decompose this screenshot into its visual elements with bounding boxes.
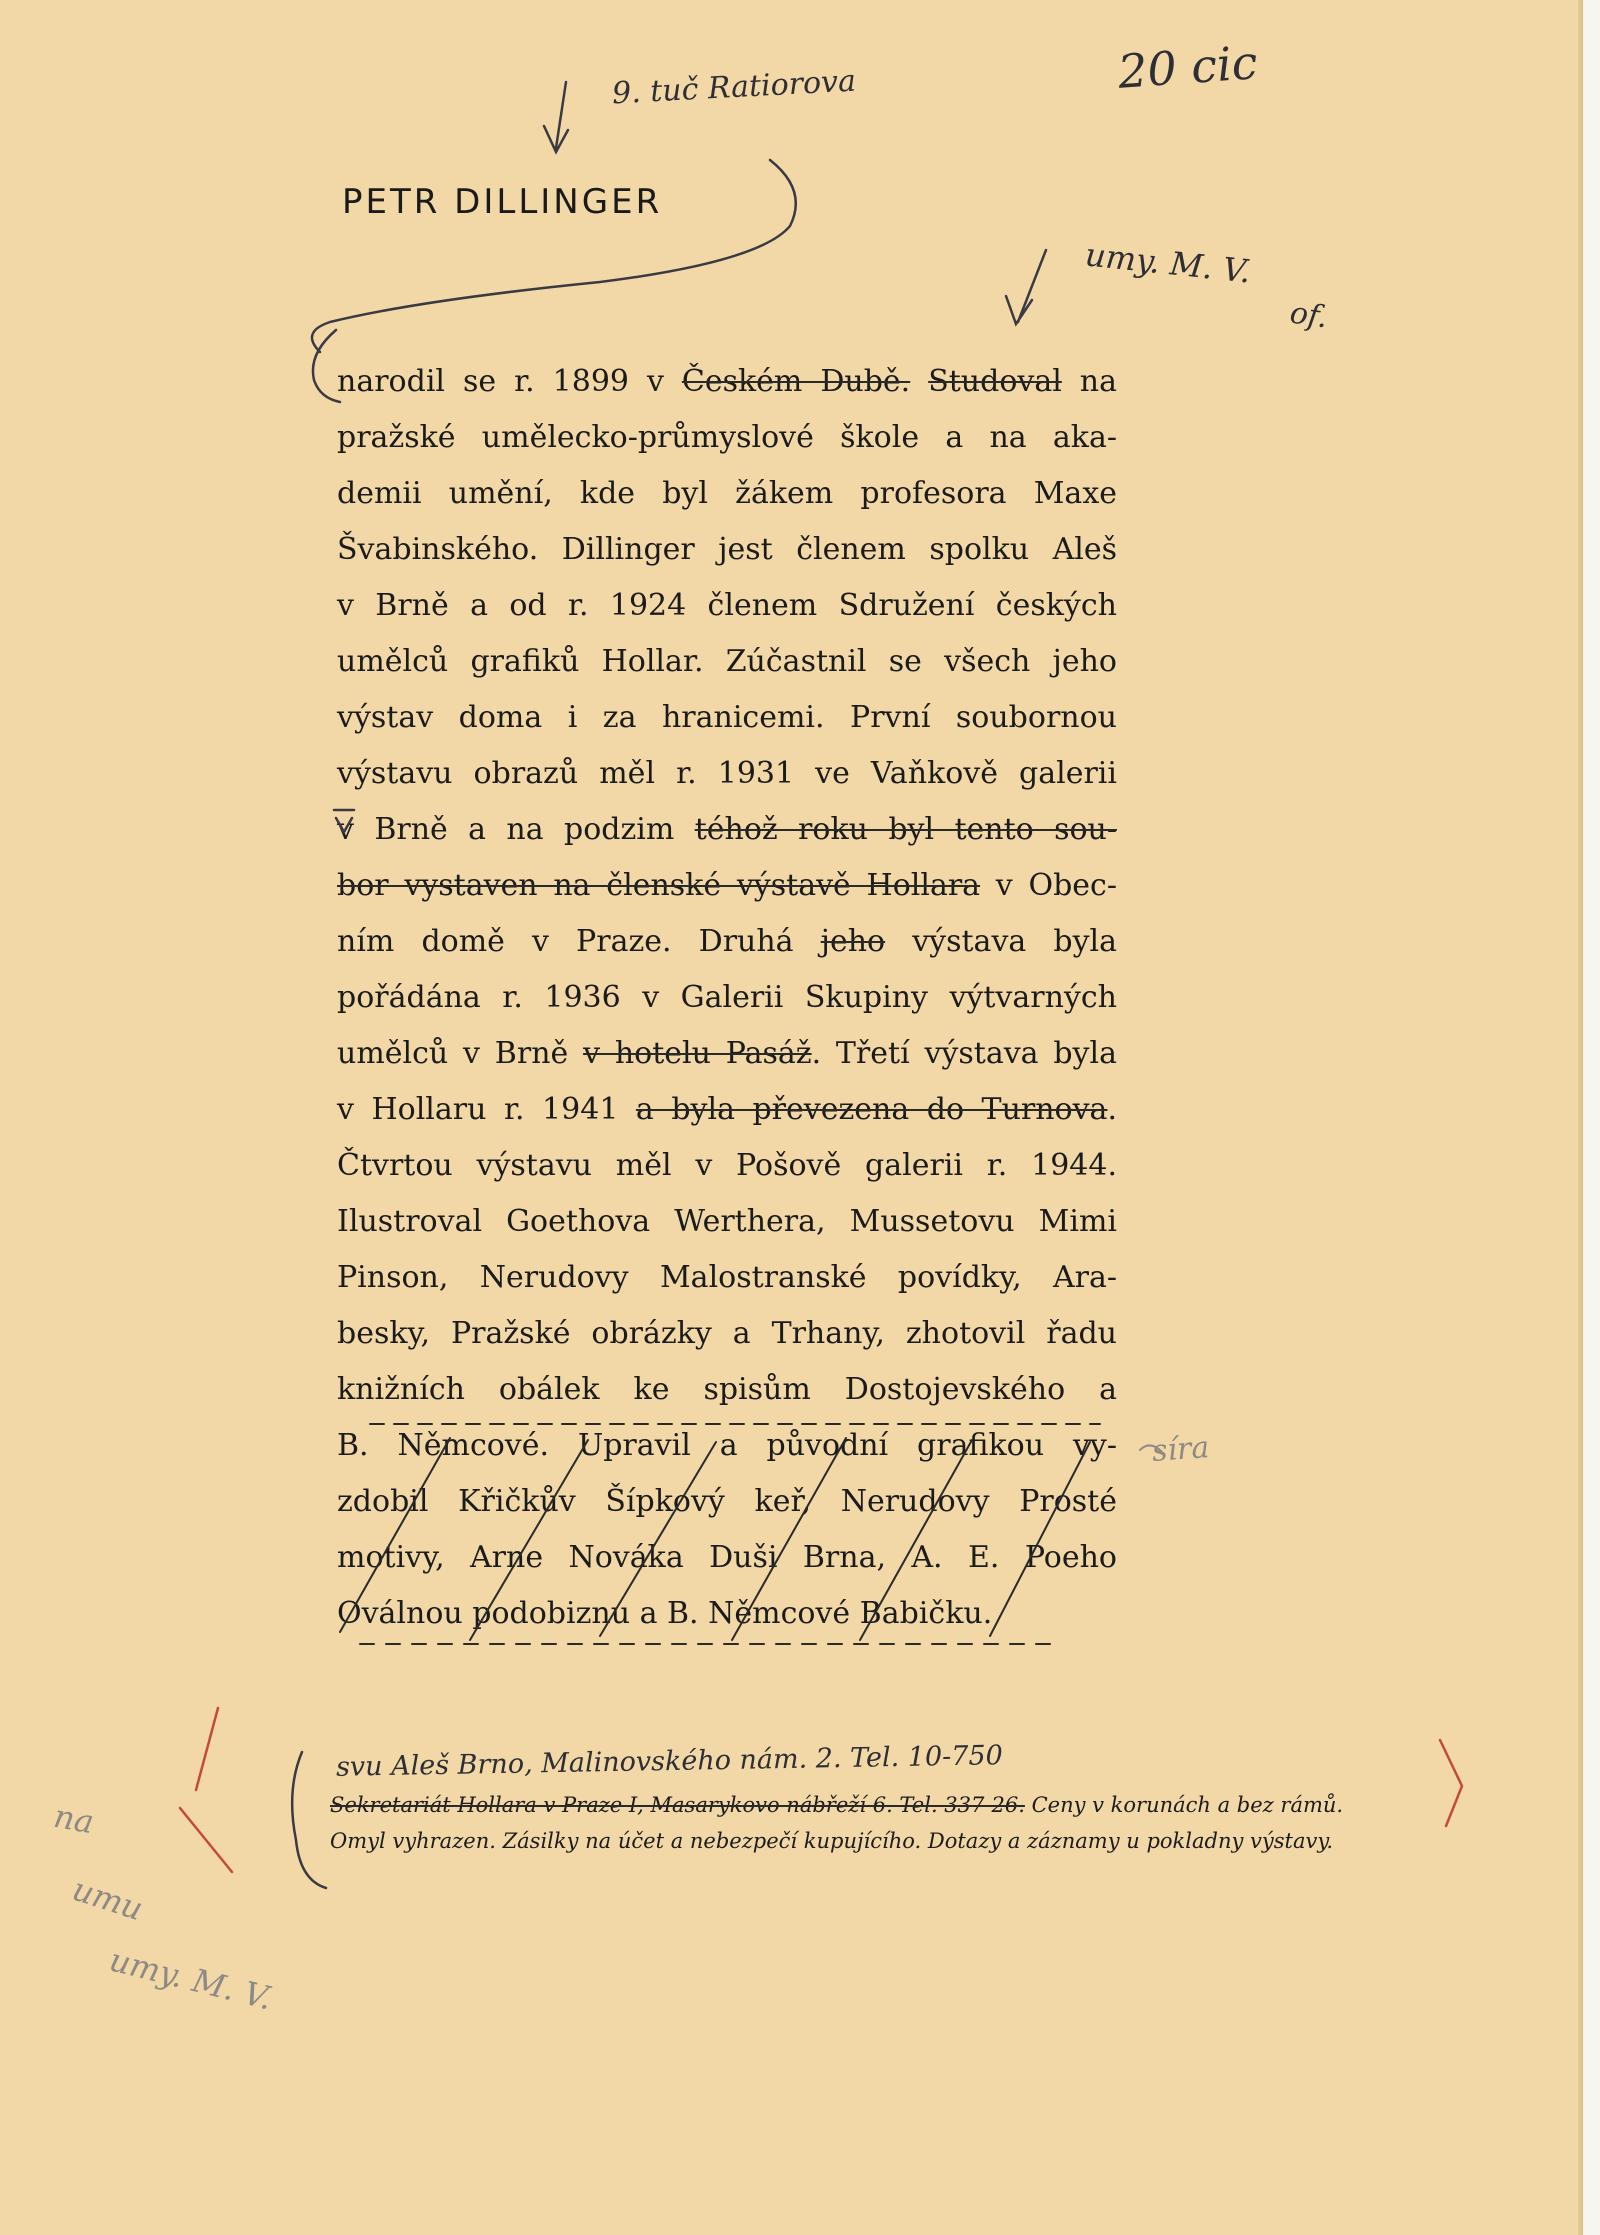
address-bracket-mark <box>292 1752 326 1888</box>
text-segment: Oválnou podobiznu a B. Němcové Babičku. <box>337 1596 993 1631</box>
text-segment: pořádána r. 1936 v Galerii Skupiny výtvarných <box>337 980 1117 1015</box>
text-segment: . <box>1107 1092 1117 1127</box>
gray-pencil-marks <box>1140 1445 1162 1452</box>
struck-address: Sekretariát Hollara v Praze I, Masarykovo nábřeží 6. Tel. 337-26. <box>330 1793 1025 1817</box>
footer-disclaimer: Omyl vyhrazen. Zásilky na účet a nebezpečí kupujícího. Dotazy a záznamy u pokladny výstavy. <box>330 1829 1334 1853</box>
scanner-margin <box>1583 0 1600 2235</box>
text-segment: . Třetí výstava byla <box>811 1036 1117 1071</box>
text-segment: Švabinského. Dillinger jest členem spolku Aleš <box>337 532 1117 567</box>
text-segment: výstav doma i za hranicemi. První soubornou <box>337 700 1117 735</box>
text-segment: v Obec- <box>980 868 1117 903</box>
handwritten-left-note-1: na <box>51 1796 97 1842</box>
text-segment: ním domě v Praze. Druhá <box>337 924 821 959</box>
struck-text: a byla převezena do Turnova <box>635 1092 1108 1127</box>
down-arrow-mark <box>544 82 568 152</box>
text-segment: Ilustroval Goethova Werthera, Mussetovu Mimi <box>337 1204 1117 1239</box>
right-down-arrow-mark <box>1006 250 1046 324</box>
handwritten-left-note-2: umu <box>67 1869 148 1929</box>
red-pencil-marks <box>180 1708 1462 1872</box>
text-segment: Čtvrtou výstavu měl v Pošově galerii r. 1944. <box>337 1148 1117 1183</box>
struck-text: v hotelu Pasáž <box>583 1036 812 1071</box>
title-bracket-mark <box>312 160 796 352</box>
text-segment: motivy, Arne Nováka Duši Brna, A. E. Poeho <box>337 1540 1117 1575</box>
text-segment: B. Němcové. Upravil a původní grafikou vy- <box>337 1428 1117 1463</box>
text-segment: narodil se r. 1899 v <box>337 364 682 399</box>
text-segment: výstavu obrazů měl r. 1931 ve Vaňkově galerii <box>337 756 1117 791</box>
struck-text: téhož roku byl tento sou- <box>694 812 1117 847</box>
text-segment: výstava byla <box>885 924 1118 959</box>
text-segment: besky, Pražské obrázky a Trhany, zhotovil řadu <box>337 1316 1117 1351</box>
struck-text: bor vystaven na členské výstavě Hollara <box>337 868 981 903</box>
text-segment: v Brně a od r. 1924 členem Sdružení českých <box>337 588 1117 623</box>
text-segment: zdobil Křičkův Šípkový keř, Nerudovy Prosté <box>337 1484 1117 1519</box>
text-segment: umělců grafiků Hollar. Zúčastnil se všech jeho <box>337 644 1117 679</box>
handwritten-left-note-3: umy. M. V. <box>105 1940 277 2018</box>
handwritten-top-note: 9. tuč Ratiorova <box>611 63 857 112</box>
line-start-mark <box>334 810 354 832</box>
text-segment: v Brně a na podzim <box>337 812 695 847</box>
text-segment: na <box>1061 364 1118 399</box>
page-title: PETR DILLINGER <box>342 182 663 222</box>
text-segment: umělců v Brně <box>337 1036 584 1071</box>
struck-text: Českém Dubě. <box>681 364 911 399</box>
handwritten-right-note: umy. M. V. <box>1083 235 1253 291</box>
struck-text: jeho <box>820 924 886 959</box>
prices-note: Ceny v korunách a bez rámů. <box>1031 1793 1344 1817</box>
handwritten-margin-word: síra <box>1150 1430 1211 1469</box>
handwritten-catalog-code: 20 cic <box>1116 35 1260 99</box>
text-segment: knižních obálek ke spisům Dostojevského a <box>337 1372 1117 1407</box>
struck-text: Studoval <box>928 364 1062 399</box>
text-segment: v Hollaru r. 1941 <box>337 1092 636 1127</box>
paragraph-open-mark <box>313 330 340 402</box>
text-segment: pražské umělecko-průmyslové škole a na aka- <box>337 420 1117 455</box>
handwritten-right-note-suffix: of. <box>1287 295 1330 336</box>
paragraph-strike-slashes <box>340 1424 1100 1644</box>
text-segment: Pinson, Nerudovy Malostranské povídky, Ara- <box>337 1260 1117 1295</box>
handwritten-address-insert: svu Aleš Brno, Malinovského nám. 2. Tel. 10-750 <box>335 1740 1004 1783</box>
text-segment: demii umění, kde byl žákem profesora Maxe <box>337 476 1117 511</box>
